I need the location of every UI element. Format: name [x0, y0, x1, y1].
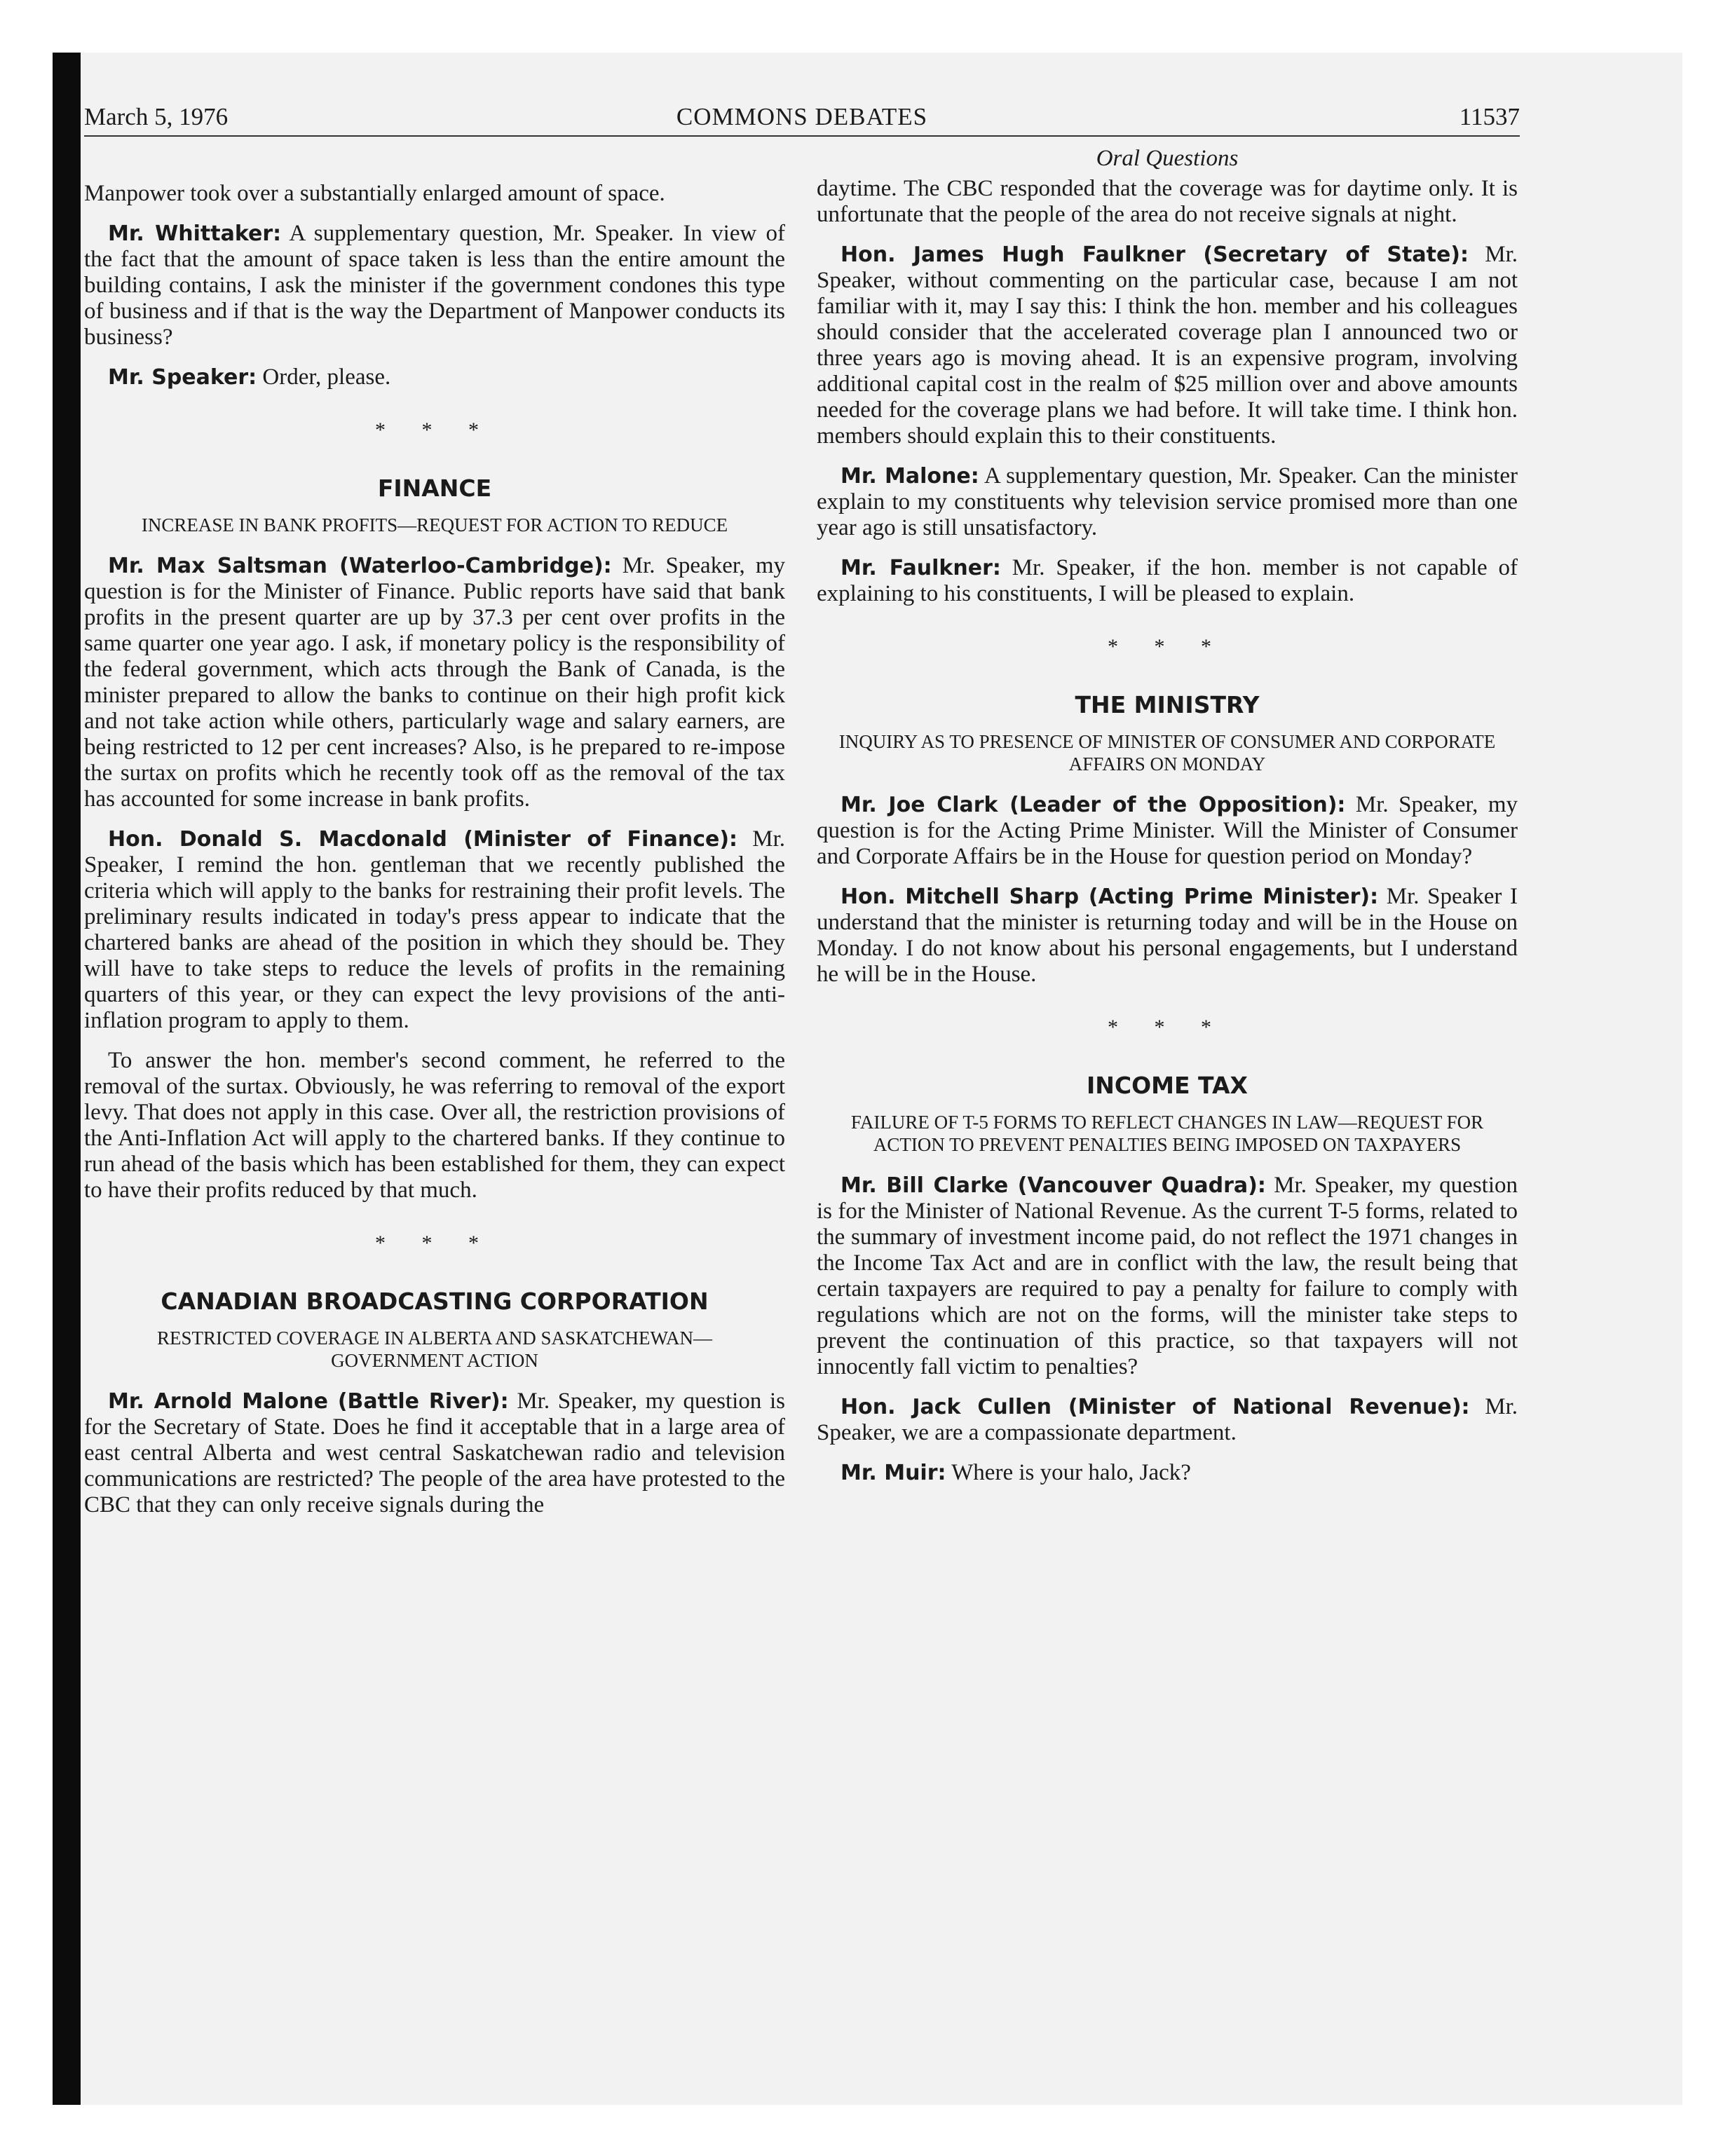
speaker-name: Mr. Faulkner: [841, 556, 1001, 580]
speaker-name: Hon. Mitchell Sharp (Acting Prime Minister): [841, 885, 1379, 909]
paragraph [817, 1173, 1518, 1380]
section-heading: INCOME TAX [1087, 1072, 1248, 1099]
speech-text: Mr. Speaker, my question is for the Secretary of State. Does he find it acceptable that in a large area of east central Alberta and west central Saskatchewan radio and television communications are restricted? The people of the area have protested to the CBC that they can only receive signals during the [84, 1389, 786, 1517]
section-subheading: INQUIRY AS TO PRESENCE OF MINISTER OF CONSUMER AND CORPORATE AFFAIRS ON MONDAY [838, 731, 1496, 775]
paragraph [817, 555, 1518, 607]
paragraph [84, 221, 785, 350]
speech-text: Mr. Speaker, my question is for the Acting Prime Minister. Will the Minister of Consumer and Corporate Affairs be in the House for question period on Monday? [817, 792, 1518, 869]
paragraph [817, 792, 1518, 870]
speech-text: Order, please. [262, 364, 391, 390]
section-heading: FINANCE [377, 475, 492, 502]
speech-text: Mr. Speaker, we are a compassionate department. [817, 1394, 1518, 1445]
scan-edge [53, 53, 81, 2105]
speaker-name: Hon. Jack Cullen (Minister of National Revenue): [841, 1395, 1470, 1419]
paragraph [84, 553, 785, 812]
speech-text: Mr. Speaker, without commenting on the particular case, because I am not familiar with it, may I say this: I think the hon. member and his colleagues should consider that the accelerated coverage plan I announced two or three years ago is moving ahead. It is an expensive program, involving additional capital cost in the realm of $25 million over and above amounts needed for the coverage plans we had before. It will take time. I think hon. members should explain this to their constituents. [817, 242, 1518, 449]
section-separator: * * * [1108, 1016, 1227, 1039]
speaker-name: Mr. Arnold Malone (Battle River): [108, 1389, 509, 1414]
speaker-name: Mr. Speaker: [108, 365, 257, 390]
speech-text: Mr. Speaker, my question is for the Minister of National Revenue. As the current T-5 forms, related to the summary of investment income paid, do not reflect the 1971 changes in the Income Tax Act and are in conflict with the law, the result being that certain taxpayers are required to pay a penalty for failure to comply with regulations which are not on the forms, will the minister take steps to prevent the continuation of this practice, so that taxpayers will not innocently fall victim to penalties? [817, 1173, 1518, 1379]
speaker-name: Mr. Malone: [841, 464, 979, 489]
header-title: COMMONS DEBATES [676, 103, 928, 130]
speech-text: Mr. Speaker, if the hon. member is not capable of explaining to his constituents, I will be pleased to explain. [817, 555, 1518, 606]
section-separator: * * * [1108, 635, 1227, 658]
section-subheading: RESTRICTED COVERAGE IN ALBERTA AND SASKATCHEWAN—GOVERNMENT ACTION [157, 1328, 712, 1371]
left-column [84, 181, 785, 1532]
paragraph: Manpower took over a substantially enlarged amount of space. [84, 181, 665, 206]
speech-text: A supplementary question, Mr. Speaker. Can the minister explain to my constituents why television service promised more than one year ago is still unsatisfactory. [817, 463, 1518, 540]
speech-text: Mr. Speaker, my question is for the Minister of Finance. Public reports have said that bank profits in the present quarter are up by 37.3 per cent over profits in the same quarter one year ago. I ask, if monetary policy is the responsibility of the federal government, which acts through the Bank of Canada, is the minister prepared to allow the banks to continue on their high profit kick and not take action while others, particularly wage and salary earners, are being restricted to 12 per cent increases? Also, is he prepared to re-impose the surtax on profits which he recently took off as the removal of the tax has accounted for some increase in bank profits. [84, 553, 785, 812]
page-header [84, 95, 1520, 137]
section-label: Oral Questions [1096, 146, 1239, 171]
speaker-name: Hon. James Hugh Faulkner (Secretary of State): [841, 243, 1469, 267]
paragraph [817, 463, 1518, 541]
section-heading: CANADIAN BROADCASTING CORPORATION [161, 1288, 709, 1315]
paragraph [817, 884, 1518, 988]
speaker-name: Mr. Max Saltsman (Waterloo-Cambridge): [108, 554, 612, 578]
section-subheading: INCREASE IN BANK PROFITS—REQUEST FOR ACTION TO REDUCE [141, 514, 728, 535]
paragraph [817, 1460, 1518, 1486]
paragraph [817, 1394, 1518, 1446]
section-subheading: FAILURE OF T-5 FORMS TO REFLECT CHANGES IN LAW—REQUEST FOR ACTION TO PREVENT PENALTIES BEING IMPOSED ON TAXPAYERS [850, 1112, 1484, 1155]
header-date: March 5, 1976 [84, 103, 229, 130]
paragraph [84, 1389, 785, 1518]
speaker-name: Hon. Donald S. Macdonald (Minister of Finance): [108, 827, 738, 852]
speech-text: Where is your halo, Jack? [951, 1460, 1191, 1485]
section-separator: * * * [375, 418, 494, 442]
speech-text: Mr. Speaker, I remind the hon. gentleman that we recently published the criteria which will apply to the banks for restraining their profit levels. The preliminary results indicated in today's press appear to indicate that the chartered banks are ahead of the position in which they should be. They will have to take steps to reduce the levels of profits in the remaining quarters of this year, or they can expect the levy provisions of the anti-inflation program to apply to them. [84, 826, 786, 1033]
paragraph: daytime. The CBC responded that the coverage was for daytime only. It is unfortunate that the people of the area do not receive signals at night. [817, 176, 1518, 227]
section-heading: THE MINISTRY [1075, 691, 1260, 718]
header-page-number: 11537 [1459, 103, 1520, 130]
speaker-name: Mr. Whittaker: [108, 221, 282, 246]
speech-text: A supplementary question, Mr. Speaker. In view of the fact that the amount of space taken is less than the entire amount the building contains, I ask the minister if the government condones this type of business and if that is the way the Department of Manpower conducts its business? [84, 221, 786, 350]
right-column [817, 146, 1518, 1500]
speaker-name: Mr. Bill Clarke (Vancouver Quadra): [841, 1173, 1266, 1198]
speech-text: Mr. Speaker I understand that the minister is returning today and will be in the House on Monday. I do not know about his personal engagements, but I understand he will be in the House. [817, 884, 1518, 987]
speaker-name: Mr. Muir: [841, 1461, 946, 1485]
paragraph [84, 364, 785, 390]
paragraph [84, 826, 785, 1034]
paragraph [817, 242, 1518, 449]
speaker-name: Mr. Joe Clark (Leader of the Opposition): [841, 793, 1346, 817]
paragraph: To answer the hon. member's second comment, he referred to the removal of the surtax. Obviously, he was referring to removal of the export levy. That does not apply in this case. Over all, the restriction provisions of the Anti-Inflation Act will apply to the chartered banks. If they continue to run ahead of the basis which has been established for them, they can expect to have their profits reduced by that much. [84, 1048, 785, 1203]
section-separator: * * * [375, 1231, 494, 1255]
